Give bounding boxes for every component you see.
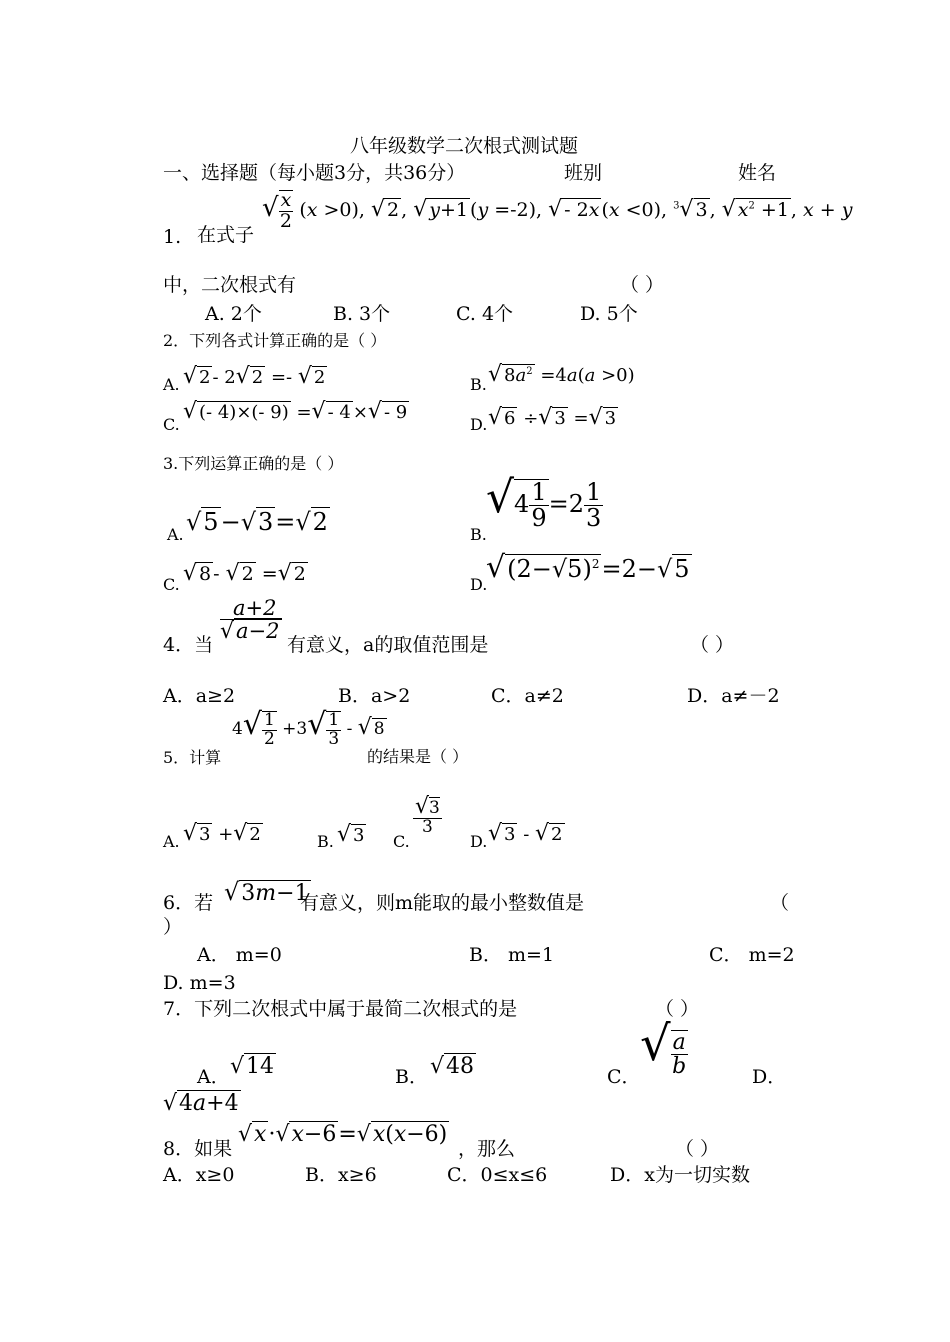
q8-option-c: C．0≤x≤6 (447, 1164, 548, 1186)
q2-d-label: D. (470, 415, 488, 434)
q3-c-label: C. (163, 575, 180, 594)
q4-blank: （ ） (690, 634, 735, 656)
q6-blank-open: （ (770, 892, 790, 914)
q5-stem: 的结果是（ ） (367, 747, 469, 766)
q6-blank-close: ） (163, 916, 183, 938)
q3-c-expr: √ 8 - √ 2 =√ 2 (183, 561, 306, 586)
q4-option-b: B．a>2 (338, 685, 411, 707)
section-heading: 一、选择题（每小题3分，共36分） (163, 162, 466, 184)
q3-d-label: D. (470, 575, 488, 594)
q8-option-d: D．x为一切实数 (610, 1164, 750, 1186)
q8-expression: √x·√x−6=√x(x−6) (238, 1122, 448, 1147)
q5-expression: 4√ $\frac{1}{2}$ +3√ $\frac{1}{3}$ - √ 8 (232, 707, 385, 749)
q3-stem: 3.下列运算正确的是（ ） (163, 454, 344, 473)
q1-lead: 在式子 (197, 224, 255, 246)
q5-b-expr: √ 3 (337, 822, 365, 847)
q2-b-label: B. (470, 375, 487, 394)
q8-stem: ，那么 (458, 1138, 516, 1160)
name-label: 姓名 (738, 162, 777, 184)
q5-b-label: B. (317, 832, 334, 851)
q4-stem: 有意义，a的取值范围是 (287, 634, 489, 656)
q7-a-expr: √14 (230, 1054, 275, 1079)
q6-option-c: C． m=2 (709, 944, 795, 966)
q1-option-a: A. 2个 (205, 303, 262, 325)
q8-option-b: B．x≥6 (305, 1164, 377, 1186)
q4-option-d: D．a≠－2 (687, 685, 780, 707)
q1-blank: （ ） (620, 274, 665, 296)
q5-a-expr: √ 3 +√ 2 (183, 821, 261, 846)
q7-c-expr: √ $\frac{a}{b}$ (640, 1016, 687, 1079)
q5-number: 5．计算 (163, 748, 222, 767)
q1-expression: √ $\frac{x}{2}$ (x >0), √ 2 , √ y+1 (y =-2), √ - 2x (x <0), $^3$√ 3 , √ $x^2 +1$ , x + y (262, 189, 853, 232)
q5-a-label: A. (163, 832, 180, 851)
q8-blank: （ ） (675, 1138, 720, 1160)
q3-a-expr: √5−√3=√2 (186, 508, 328, 536)
q3-d-expr: $√(2-√5)^2=2-√5$ (486, 550, 690, 585)
q4-option-a: A．a≥2 (163, 685, 236, 707)
q6-option-a: A． m=0 (197, 944, 282, 966)
q4-number: 4．当 (163, 634, 214, 656)
q1-tail: 中，二次根式有 (163, 274, 297, 296)
q2-a-label: A. (163, 375, 180, 394)
class-label: 班别 (564, 162, 603, 184)
q8-number: 8．如果 (163, 1138, 233, 1160)
q5-d-expr: √ 3 - √ 2 (488, 821, 563, 846)
q2-c-label: C. (163, 415, 180, 434)
q7-d-expr: √4a+4 (163, 1091, 239, 1116)
q6-number: 6．若 (163, 892, 214, 914)
q7-a-label: A． (197, 1066, 230, 1088)
q4-expression: $\frac{a+2}{√a-2}$ (220, 596, 280, 645)
q1-option-b: B. 3个 (333, 303, 391, 325)
q7-b-label: B． (395, 1066, 428, 1088)
q6-stem: 有意义，则m能取的最小整数值是 (300, 892, 585, 914)
q7-blank: （ ） (655, 998, 700, 1020)
q7-d-label: D． (752, 1066, 787, 1088)
q2-d-expr: √ 6 ÷√ 3 =√ 3 (488, 405, 617, 430)
q6-option-d: D. m=3 (163, 972, 236, 994)
q7-b-expr: √48 (430, 1054, 475, 1079)
q1-option-c: C. 4个 (456, 303, 514, 325)
q5-d-label: D. (470, 832, 488, 851)
q6-expression: √3m−1 (224, 878, 309, 906)
q5-c-label: C. (393, 832, 410, 851)
q3-a-label: A. (167, 525, 184, 544)
q6-option-b: B． m=1 (469, 944, 555, 966)
q2-a-expr: √ 2 - 2√ 2 =- √ 2 (183, 364, 326, 389)
page-title: 八年级数学二次根式测试题 (350, 135, 579, 157)
q3-b-label: B. (470, 525, 487, 544)
q2-stem: 2．下列各式计算正确的是（ ） (163, 331, 387, 350)
q1-option-d: D. 5个 (580, 303, 638, 325)
q4-option-c: C．a≠2 (491, 685, 564, 707)
q7-c-label: C． (607, 1066, 641, 1088)
q7-stem: 7．下列二次根式中属于最简二次根式的是 (163, 998, 518, 1020)
q3-b-expr: √4 $\frac{1}{9}$ =2 $\frac{1}{3}$ (486, 472, 602, 532)
q2-b-expr: √ $8a^2 =4a(a >0)$ (488, 362, 635, 387)
q1-number: 1. (163, 226, 182, 248)
q5-c-expr: $\frac{√3}{3}$ (415, 794, 440, 838)
q8-option-a: A．x≥0 (163, 1164, 235, 1186)
q2-c-expr: √ (- 4)×(- 9) =√ - 4 ×√ - 9 (183, 399, 408, 424)
